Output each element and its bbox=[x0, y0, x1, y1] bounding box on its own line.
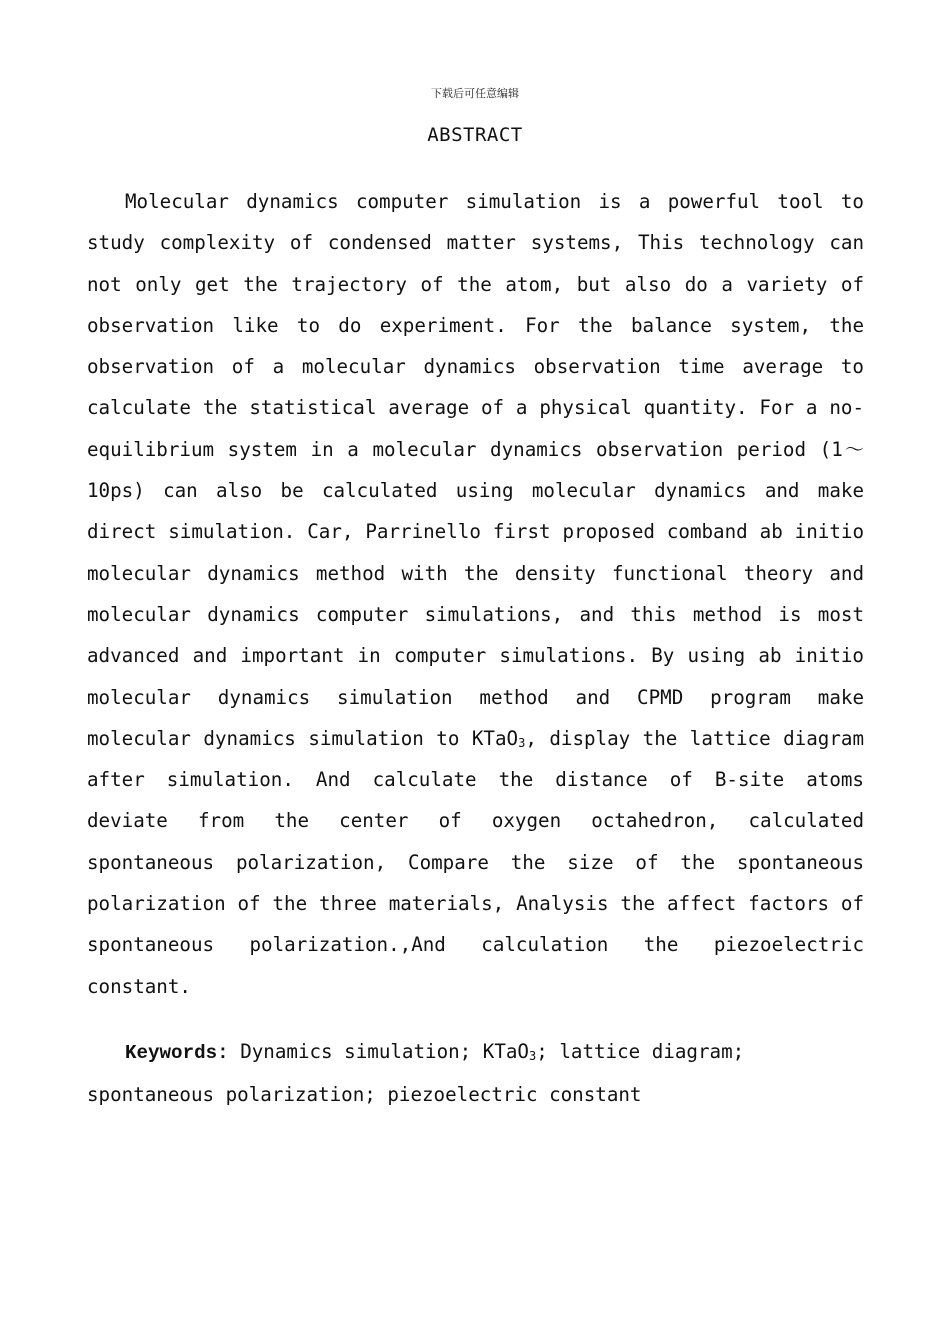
keywords-paragraph bbox=[87, 1031, 864, 1116]
keywords-text-part2: ; lattice diagram; spontaneous polarization; piezoelectric constant bbox=[87, 1040, 745, 1107]
abstract-paragraph bbox=[87, 181, 864, 1007]
keywords-label: Keywords: bbox=[125, 1042, 229, 1064]
header-note: 下载后可任意编辑 bbox=[431, 87, 519, 100]
abstract-text-part1: Molecular dynamics computer simulation is a powerful tool to study complexity of condensed matter systems, This technology can not only get the trajectory of the atom, but also do a variety of observation like to do experiment. For the balance system, the observation of a molecular dynamics observation time average to calculate the statistical average of a physical quantity. For a no-equilibrium system in a molecular dynamics observation period (1～10ps) can also be calculated using molecular dynamics and make direct simulation. Car, Parrinello first proposed comband ab initio molecular dynamics method with the density functional theory and molecular dynamics computer simulations, and this method is most advanced and important in computer simulations. By using ab initio molecular dynamics simulation method and CPMD program make molecular dynamics simulation to KTaO bbox=[87, 190, 864, 750]
document-title: ABSTRACT bbox=[427, 124, 523, 146]
abstract-subscript: 3 bbox=[518, 735, 526, 750]
keywords-subscript: 3 bbox=[529, 1049, 537, 1063]
abstract-text-part2: , display the lattice diagram after simulation. And calculate the distance of B-site atoms deviate from the center of oxygen octahedron, calculated spontaneous polarization, Compare the size of the spontaneous polarization of the three materials, Analysis the affect factors of spontaneous polarization.,And calculation the piezoelectric constant. bbox=[87, 726, 864, 998]
keywords-text-part1: Dynamics simulation; KTaO bbox=[228, 1040, 529, 1063]
